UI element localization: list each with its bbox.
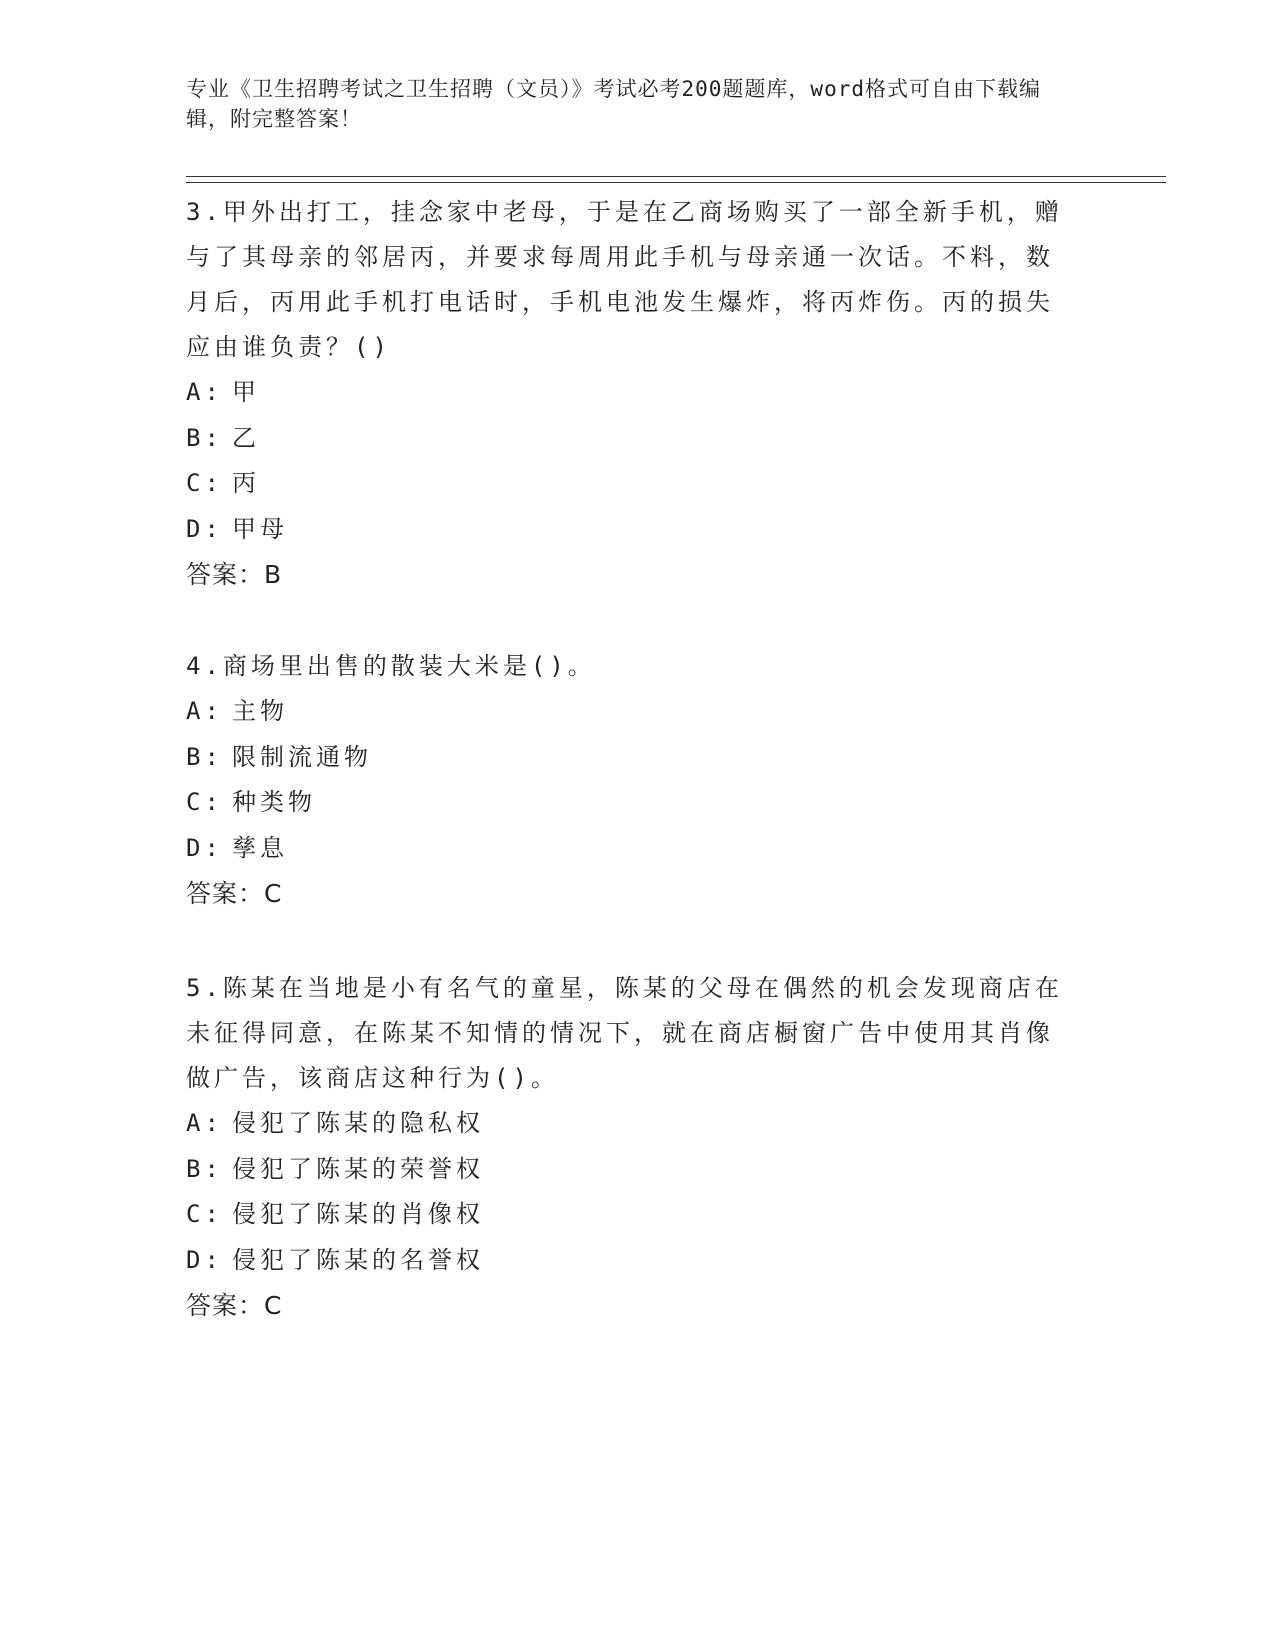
option-letter: D: xyxy=(186,833,223,862)
option-c xyxy=(186,461,1066,507)
option-text: 侵犯了陈某的名誉权 xyxy=(232,1245,484,1274)
option-letter: D: xyxy=(186,1245,223,1274)
option-a xyxy=(186,370,1066,416)
question-block xyxy=(186,644,1066,916)
option-letter: A: xyxy=(186,697,223,725)
document-header: 专业《卫生招聘考试之卫生招聘（文员）》考试必考200题题库，word格式可自由下载编辑，附完整答案！ xyxy=(186,77,1041,131)
question-text: 4.商场里出售的散装大米是()。 xyxy=(186,652,596,680)
answer-line: 答案：C xyxy=(186,1291,283,1320)
option-text: 种类物 xyxy=(232,788,316,816)
option-d xyxy=(186,507,1066,553)
question-text: 5.陈某在当地是小有名气的童星，陈某的父母在偶然的机会发现商店在未征得同意，在陈某不知情的情况下，就在商店橱窗广告中使用其肖像做广告，该商店这种行为()。 xyxy=(186,974,1063,1092)
option-c xyxy=(186,780,1066,826)
option-a xyxy=(186,1101,1066,1147)
option-d xyxy=(186,1238,1066,1284)
option-c xyxy=(186,1192,1066,1238)
option-text: 孳息 xyxy=(232,833,288,862)
option-letter: C: xyxy=(186,1200,223,1228)
option-text: 乙 xyxy=(232,423,260,452)
question-text: 3.甲外出打工，挂念家中老母，于是在乙商场购买了一部全新手机，赠与了其母亲的邻居丙，并要求每周用此手机与母亲通一次话。不料，数月后，丙用此手机打电话时，手机电池发生爆炸，将丙炸伤。丙的损失应由谁负责？() xyxy=(186,198,1063,361)
option-b xyxy=(186,416,1066,462)
option-letter: B: xyxy=(186,423,223,452)
option-letter: D: xyxy=(186,514,223,543)
option-letter: A: xyxy=(186,378,223,406)
option-text: 丙 xyxy=(232,469,260,497)
header-divider-top xyxy=(186,176,1166,177)
option-text: 限制流通物 xyxy=(232,742,372,771)
option-b xyxy=(186,735,1066,781)
option-letter: B: xyxy=(186,742,223,771)
option-text: 侵犯了陈某的隐私权 xyxy=(232,1109,484,1137)
option-text: 主物 xyxy=(232,697,288,725)
option-b xyxy=(186,1147,1066,1193)
option-letter: C: xyxy=(186,788,223,816)
answer-line: 答案：C xyxy=(186,879,283,908)
option-letter: A: xyxy=(186,1109,223,1137)
option-a xyxy=(186,689,1066,735)
option-letter: C: xyxy=(186,469,223,497)
question-block xyxy=(186,190,1066,597)
question-block xyxy=(186,966,1066,1328)
answer-line: 答案：B xyxy=(186,560,283,589)
option-letter: B: xyxy=(186,1154,223,1183)
option-d xyxy=(186,826,1066,872)
option-text: 甲母 xyxy=(232,514,288,543)
option-text: 甲 xyxy=(232,378,260,406)
header-divider-bottom xyxy=(186,182,1166,183)
option-text: 侵犯了陈某的肖像权 xyxy=(232,1200,484,1228)
option-text: 侵犯了陈某的荣誉权 xyxy=(232,1154,484,1183)
